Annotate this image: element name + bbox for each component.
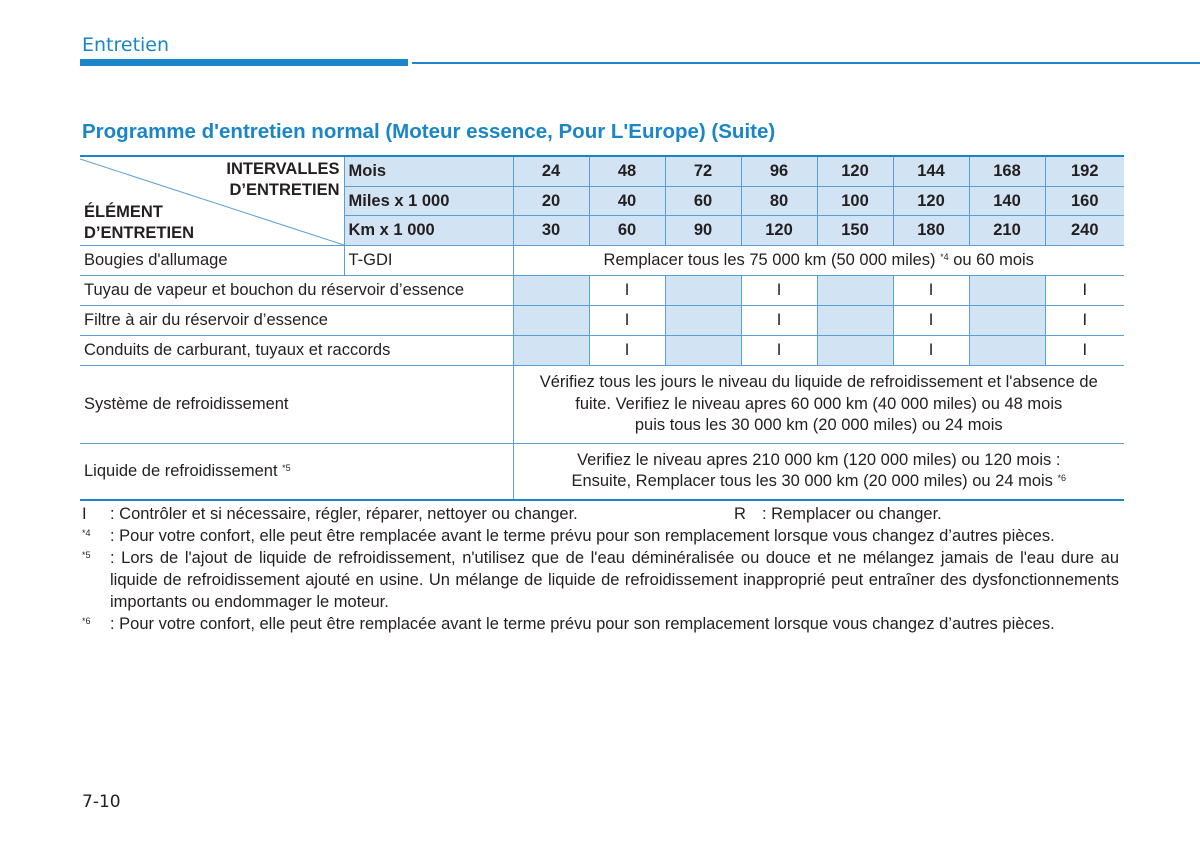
header-value: 240	[1045, 216, 1124, 246]
corner-intervals-label: INTERVALLES D’ENTRETIEN	[226, 160, 340, 199]
header-value: 168	[969, 156, 1045, 186]
schedule-cell	[969, 306, 1045, 336]
row-item-name: Conduits de carburant, tuyaux et raccords	[80, 336, 513, 366]
maintenance-table	[80, 155, 1120, 501]
schedule-cell	[513, 306, 589, 336]
header-value: 60	[589, 216, 665, 246]
schedule-cell: I	[1045, 276, 1124, 306]
schedule-cell: I	[1045, 306, 1124, 336]
schedule-cell	[665, 276, 741, 306]
table-row-coolant	[80, 443, 1124, 500]
footnote-6: $^{*6}$ : Pour votre confort, elle peut être remplacée avant le terme prévu pour son remplacement lorsque vous changez d’autres pièces.	[82, 615, 1055, 633]
legend-text-r: : Remplacer ou changer.	[762, 505, 942, 523]
header-row-months	[80, 156, 1124, 186]
row-item-name: Filtre à air du réservoir d’essence	[80, 306, 513, 336]
row-item-name: Bougies d'allumage	[80, 246, 344, 276]
row-instruction: Vérifiez tous les jours le niveau du liquide de refroidissement et l'absence de fuite. Verifiez le niveau apres 60 000 km (40 000 miles) ou 48 mois puis tous les 30 000 km (20 000 miles) ou 24 mois	[513, 366, 1124, 444]
header-value: 180	[893, 216, 969, 246]
header-value: 96	[741, 156, 817, 186]
header-label-months: Mois	[344, 156, 513, 186]
header-value: 60	[665, 186, 741, 216]
header-value: 192	[1045, 156, 1124, 186]
schedule-cell	[513, 336, 589, 366]
header-rule-thin	[412, 62, 1200, 64]
schedule-cell: I	[589, 276, 665, 306]
row-instruction: Verifiez le niveau apres 210 000 km (120 000 miles) ou 120 mois : Ensuite, Remplacer tous les 30 000 km (20 000 miles) ou 24 mois $^{*6}$	[513, 443, 1124, 500]
row-item-name: Liquide de refroidissement $^{*5}$	[80, 443, 513, 500]
schedule-cell: I	[741, 306, 817, 336]
table-row-fuel-lines	[80, 336, 1124, 366]
header-rule-thick	[80, 59, 408, 66]
row-item-name: Système de refroidissement	[80, 366, 513, 444]
schedule-cell	[817, 276, 893, 306]
table-row-spark-plugs	[80, 246, 1124, 276]
header-label-miles: Miles x 1 000	[344, 186, 513, 216]
schedule-cell	[817, 306, 893, 336]
legend-key-i: I	[82, 505, 87, 523]
table-row-tank-air-filter	[80, 306, 1124, 336]
schedule-cell: I	[893, 276, 969, 306]
schedule-cell: I	[741, 276, 817, 306]
schedule-cell: I	[893, 336, 969, 366]
header-value: 120	[893, 186, 969, 216]
schedule-cell	[817, 336, 893, 366]
table-row-cooling-system	[80, 366, 1124, 444]
header-value: 48	[589, 156, 665, 186]
schedule-cell: I	[1045, 336, 1124, 366]
table-corner-cell	[80, 156, 344, 246]
corner-element-label: ÉLÉMENT D’ENTRETIEN	[84, 203, 195, 242]
header-value: 24	[513, 156, 589, 186]
schedule-cell	[665, 336, 741, 366]
header-value: 40	[589, 186, 665, 216]
header-value: 100	[817, 186, 893, 216]
header-value: 160	[1045, 186, 1124, 216]
schedule-cell: I	[741, 336, 817, 366]
page-number: 7-10	[82, 792, 121, 812]
legend-line	[82, 503, 1119, 525]
footnotes	[82, 503, 1119, 635]
header-value: 144	[893, 156, 969, 186]
section-header: Entretien	[82, 34, 170, 56]
schedule-cell	[969, 276, 1045, 306]
legend-key-r: R	[734, 505, 746, 523]
schedule-cell: I	[589, 306, 665, 336]
header-value: 150	[817, 216, 893, 246]
row-instruction: Remplacer tous les 75 000 km (50 000 miles) $^{*4}$ ou 60 mois	[513, 246, 1124, 276]
page-title: Programme d'entretien normal (Moteur essence, Pour L'Europe) (Suite)	[82, 120, 776, 143]
header-value: 72	[665, 156, 741, 186]
header-value: 120	[817, 156, 893, 186]
schedule-cell	[513, 276, 589, 306]
header-value: 30	[513, 216, 589, 246]
header-value: 120	[741, 216, 817, 246]
legend-text-i: : Contrôler et si nécessaire, régler, réparer, nettoyer ou changer.	[110, 505, 578, 523]
header-value: 210	[969, 216, 1045, 246]
header-value: 140	[969, 186, 1045, 216]
schedule-cell: I	[589, 336, 665, 366]
header-value: 90	[665, 216, 741, 246]
row-engine-type: T-GDI	[344, 246, 513, 276]
table-row-vapour-hose	[80, 276, 1124, 306]
footnote-5: $^{*5}$ : Lors de l'ajout de liquide de refroidissement, n'utilisez que de l'eau déminéralisée ou douce et ne mélangez jamais de l'eau dure au liquide de refroidissement ajouté en usine. Un mélange de liquide de refroidissement inapproprié peut entraîner des dysfonctionnements importants ou endommager le moteur.	[82, 549, 1119, 611]
header-value: 20	[513, 186, 589, 216]
schedule-cell	[665, 306, 741, 336]
row-item-name: Tuyau de vapeur et bouchon du réservoir d’essence	[80, 276, 513, 306]
footnote-4: $^{*4}$ : Pour votre confort, elle peut être remplacée avant le terme prévu pour son remplacement lorsque vous changez d’autres pièces.	[82, 527, 1055, 545]
header-label-km: Km x 1 000	[344, 216, 513, 246]
header-value: 80	[741, 186, 817, 216]
schedule-cell	[969, 336, 1045, 366]
schedule-cell: I	[893, 306, 969, 336]
